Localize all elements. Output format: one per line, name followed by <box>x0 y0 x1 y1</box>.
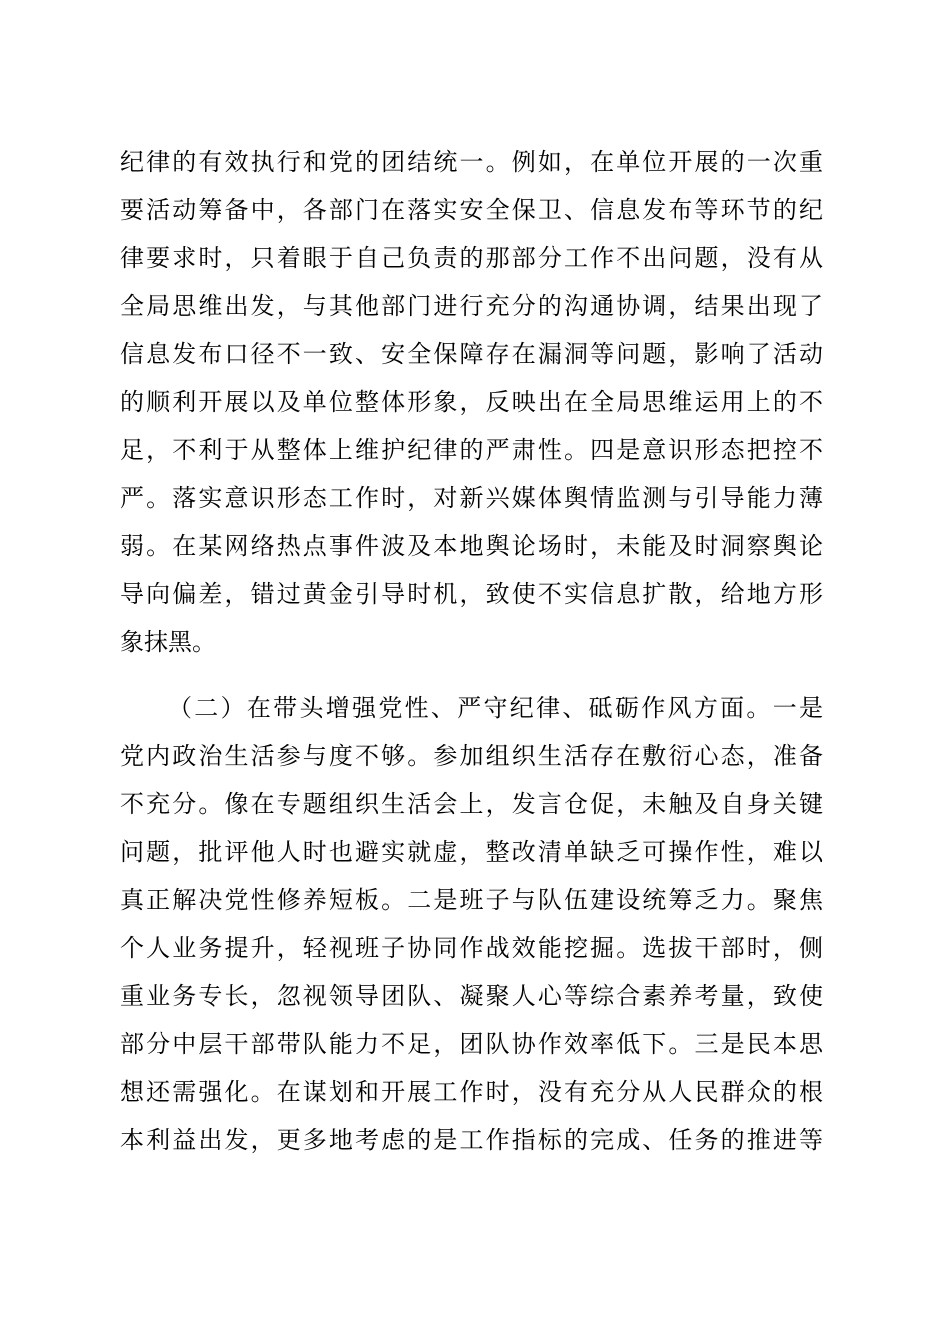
text-line: 个人业务提升，轻视班子协同作战效能挖掘。选拔干部时，侧 <box>120 934 823 962</box>
text-line: 弱。在某网络热点事件波及本地舆论场时，未能及时洞察舆论 <box>120 532 823 560</box>
text-line: 党内政治生活参与度不够。参加组织生活存在敷衍心态，准备 <box>120 742 823 770</box>
section-heading-line: （二）在带头增强党性、严守纪律、砥砺作风方面。一是 <box>168 694 823 722</box>
text-line: 本利益出发，更多地考虑的是工作指标的完成、任务的推进等 <box>120 1126 823 1154</box>
text-line: 纪律的有效执行和党的团结统一。例如，在单位开展的一次重 <box>120 148 823 176</box>
text-line: 想还需强化。在谋划和开展工作时，没有充分从人民群众的根 <box>120 1078 823 1106</box>
text-line: 全局思维出发，与其他部门进行充分的沟通协调，结果出现了 <box>120 292 823 320</box>
text-line: 部分中层干部带队能力不足，团队协作效率低下。三是民本思 <box>120 1030 823 1058</box>
text-line: 导向偏差，错过黄金引导时机，致使不实信息扩散，给地方形 <box>120 580 823 608</box>
text-line: 律要求时，只着眼于自己负责的那部分工作不出问题，没有从 <box>120 244 823 272</box>
text-line: 严。落实意识形态工作时，对新兴媒体舆情监测与引导能力薄 <box>120 484 823 512</box>
text-line: 信息发布口径不一致、安全保障存在漏洞等问题，影响了活动 <box>120 340 823 368</box>
text-line: 象抹黑。 <box>120 628 216 656</box>
text-line: 的顺利开展以及单位整体形象，反映出在全局思维运用上的不 <box>120 388 823 416</box>
text-line: 问题，批评他人时也避实就虚，整改清单缺乏可操作性，难以 <box>120 838 823 866</box>
text-line: 不充分。像在专题组织生活会上，发言仓促，未触及自身关键 <box>120 790 823 818</box>
text-line: 足，不利于从整体上维护纪律的严肃性。四是意识形态把控不 <box>120 436 823 464</box>
text-line: 重业务专长，忽视领导团队、凝聚人心等综合素养考量，致使 <box>120 982 823 1010</box>
text-line: 要活动筹备中，各部门在落实安全保卫、信息发布等环节的纪 <box>120 196 823 224</box>
text-line: 真正解决党性修养短板。二是班子与队伍建设统筹乏力。聚焦 <box>120 886 823 914</box>
